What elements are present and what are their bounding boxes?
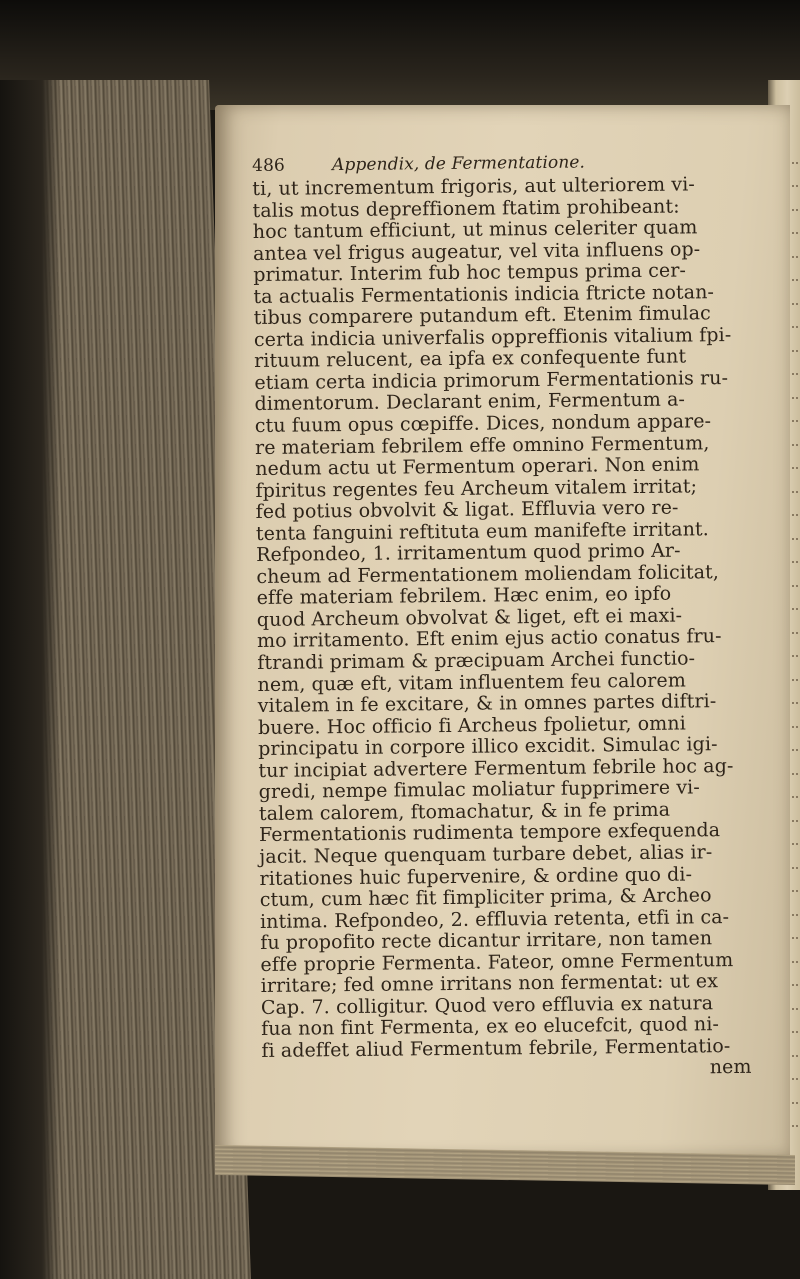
text-line: fi adeffet aliud Fermentum febrile, Fermentatio- (261, 1034, 731, 1062)
text-line: primatur. Interim fub hoc tempus prima cer- (253, 259, 687, 287)
text-line: ftrandi primam & præcipuam Archei functio- (257, 647, 696, 675)
text-line: quod Archeum obvolvat & liget, eft ei maxi- (256, 604, 683, 631)
text-line: tenta fanguini reftituta eum manifefte irritant. (255, 517, 709, 545)
text-line: talis motus depreffionem ftatim prohibeant: (252, 195, 680, 222)
text-line: buere. Hoc officio fi Archeus fpolietur, omni (257, 712, 686, 739)
text-line: principatu in corpore illico excidit. Simulac igi- (258, 733, 718, 761)
text-line: intima. Refpondeo, 2. effluvia retenta, etfi in ca- (259, 905, 730, 933)
text-line: rituum relucent, ea ipfa ex confequente funt (254, 345, 687, 373)
text-lines (252, 174, 781, 1063)
text-line: dimentorum. Declarant enim, Fermentum a- (254, 388, 686, 416)
text-line: tibus comparere putandum eft. Etenim fimulac (253, 302, 711, 330)
text-line: fu propofito recte dicantur irritare, non tamen (260, 927, 713, 955)
text-line: mo irritamento. Eft enim ejus actio conatus fru- (256, 625, 722, 653)
text-line: tur incipiat advertere Fermentum febrile hoc ag- (258, 754, 734, 782)
text-line: jacit. Neque quenquam turbare debet, alias ir- (259, 841, 713, 868)
text-line: nem, quæ eft, vitam influentem feu calorem (257, 669, 686, 696)
text-line: hoc tantum efficiunt, ut minus celeriter quam (252, 216, 698, 244)
text-line: fua non fint Fermenta, ex eo elucefcit, quod ni- (261, 1013, 720, 1041)
text-line: vitalem in fe excitare, & in omnes partes diftri- (257, 690, 717, 718)
left-binding-shadow (0, 80, 60, 1279)
text-line: fpiritus regentes feu Archeum vitalem irritat; (255, 475, 698, 502)
text-line: nedum actu ut Fermentum operari. Non enim (255, 453, 700, 481)
text-line: Cap. 7. colligitur. Quod vero effluvia ex natura (260, 991, 714, 1019)
text-line: effe materiam febrilem. Hæc enim, eo ipfo (256, 583, 672, 610)
running-title: Appendix, de Fermentatione. (332, 152, 586, 176)
catchword: nem (709, 1056, 752, 1079)
text-line: ti, ut incrementum frigoris, aut ulteriorem vi- (252, 173, 695, 200)
text-line: effe proprie Fermenta. Fateor, omne Fermentum (260, 948, 734, 976)
text-line: antea vel frigus augeatur, vel vita influens op- (252, 237, 701, 265)
text-line: gredi, nempe fimulac moliatur fupprimere vi- (258, 776, 700, 804)
text-line: etiam certa indicia primorum Fermentationis ru- (254, 366, 729, 394)
text-line: irritare; fed omne irritans non fermentat: ut ex (260, 970, 719, 998)
text-line: ta actualis Fermentationis indicia ftricte notan- (253, 280, 715, 308)
text-line: re materiam febrilem effe omnino Fermentum, (254, 431, 710, 459)
page-number: 486 (252, 155, 285, 176)
page-text (252, 150, 782, 1084)
text-line: Fermentationis rudimenta tempore exfequenda (259, 819, 721, 847)
text-line: talem calorem, ftomachatur, & in fe prima (258, 798, 671, 825)
text-line: ctum, cum hæc fit fimpliciter prima, & Archeo (259, 884, 712, 912)
text-line: certa indicia univerfalis oppreffionis vitalium fpi- (253, 323, 732, 351)
text-line: ctu fuum opus cœpiffe. Dices, nondum appare- (254, 410, 712, 438)
text-line: Refpondeo, 1. irritamentum quod primo Ar- (256, 539, 681, 567)
text-line: fed potius obvolvit & ligat. Effluvia vero re- (255, 496, 679, 524)
text-line: ritationes huic fupervenire, & ordine quo di- (259, 862, 693, 890)
text-line: cheum ad Fermentationem moliendam folicitat, (256, 560, 720, 588)
